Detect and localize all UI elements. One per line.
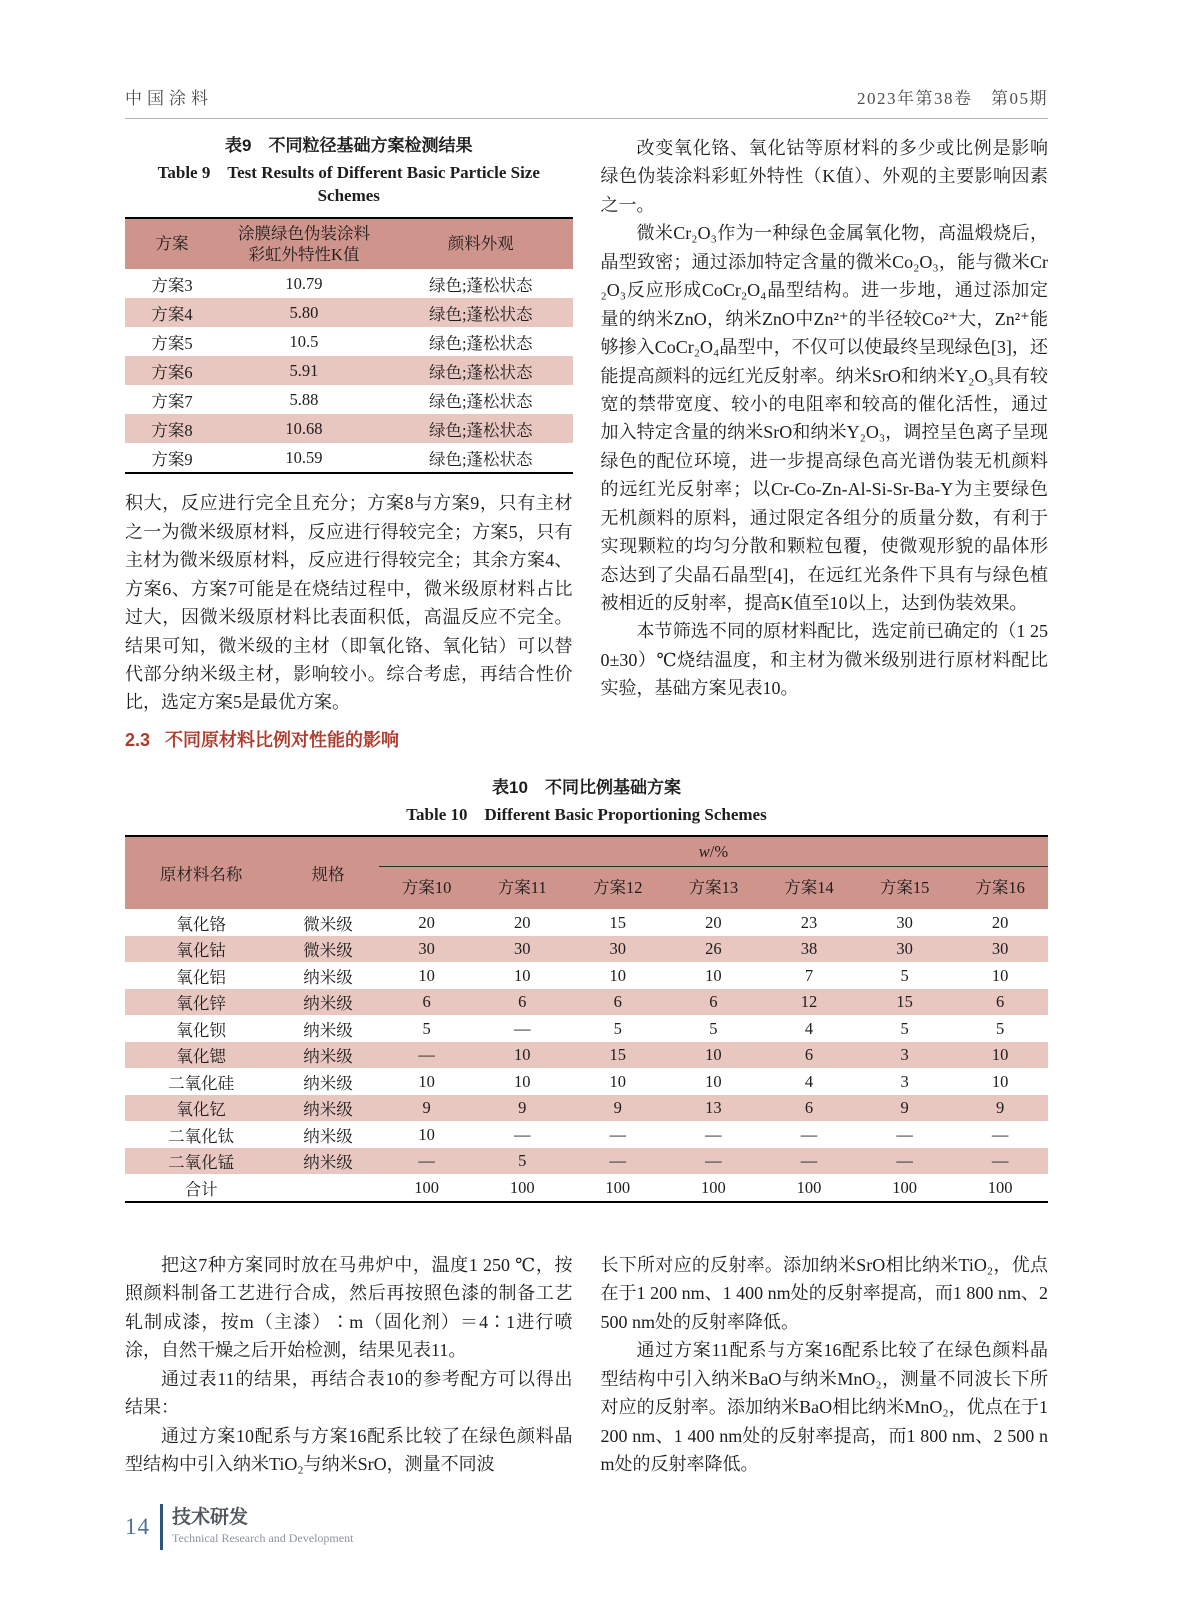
table-cell: — [705, 1151, 722, 1171]
table-cell: 20 [991, 912, 1009, 932]
table-cell: 绿色;蓬松状态 [428, 449, 533, 469]
table-cell: 5.91 [289, 360, 319, 380]
table-cell: 6 [518, 992, 527, 1012]
table-cell: 纳米级 [303, 1073, 353, 1093]
table9-caption [125, 134, 573, 208]
wpct-symbol: w [698, 842, 710, 862]
table-cell: 6 [804, 1045, 814, 1065]
table10-col-scheme14: 方案14 [761, 867, 857, 910]
table-cell: 10 [991, 965, 1009, 985]
table-row [125, 1148, 1048, 1175]
table9-header-row [125, 218, 573, 270]
table9-caption-zh: 表9 不同粒径基础方案检测结果 [225, 136, 473, 155]
lower-right-column [601, 1251, 1049, 1479]
section-heading-2-3 [125, 726, 573, 752]
table-row [125, 989, 1048, 1016]
table-row [125, 356, 573, 385]
lower-columns [125, 1251, 1048, 1479]
table-cell: 5.80 [289, 302, 319, 322]
wpct-unit: /% [709, 842, 729, 862]
table9-col-scheme: 方案 [125, 218, 219, 270]
table-cell: 10 [513, 1071, 531, 1091]
table-cell: 9 [900, 1098, 909, 1118]
upper-right-column [601, 134, 1049, 752]
table-cell: 30 [896, 939, 913, 959]
table10-section [125, 776, 1048, 1203]
table-cell: 10 [705, 1071, 722, 1091]
section-title: 不同原材料比例对性能的影响 [165, 729, 400, 750]
table-cell: 15 [896, 992, 913, 1012]
table-cell: 绿色;蓬松状态 [428, 420, 533, 440]
table-cell: 4 [804, 1071, 814, 1091]
table9-col-appearance: 颜料外观 [389, 218, 572, 270]
table-cell: — [418, 1151, 435, 1171]
table-cell: 15 [609, 1045, 627, 1065]
table-cell: 氧化锌 [176, 994, 226, 1014]
table-cell: 绿色;蓬松状态 [428, 304, 533, 324]
table-cell: 氧化钴 [176, 941, 226, 961]
table-cell: 二氧化钛 [168, 1126, 235, 1146]
table-cell: 合计 [184, 1179, 218, 1199]
table-cell: 氧化锶 [176, 1047, 226, 1067]
table-cell: 26 [705, 939, 722, 959]
table-row [125, 909, 1048, 936]
table-cell: 纳米级 [303, 994, 353, 1014]
table-cell: 20 [513, 912, 531, 932]
table-cell: 10.5 [289, 331, 319, 351]
table10-header-row-1 [125, 836, 1048, 867]
table-cell: — [609, 1124, 627, 1144]
table-cell: 二氧化硅 [168, 1073, 235, 1093]
table-cell: 微米级 [303, 941, 353, 961]
table-cell: 氧化铬 [176, 914, 226, 934]
footer-divider-bar [160, 1504, 163, 1550]
table9-caption-en: Table 9 Test Results of Different Basic Particle Size Schemes [157, 162, 540, 205]
table-row [125, 385, 573, 414]
table-cell: — [991, 1124, 1009, 1144]
table-cell: 23 [800, 912, 818, 932]
table-cell: 100 [987, 1177, 1013, 1197]
table-cell: — [896, 1124, 913, 1144]
table-cell: 微米级 [303, 914, 353, 934]
table-cell: 3 [900, 1045, 909, 1065]
table-cell: — [513, 1124, 531, 1144]
issue-info: 2023年第38卷 第05期 [857, 89, 1048, 108]
table10 [125, 835, 1048, 1203]
table-cell: 38 [800, 939, 818, 959]
table10-col-scheme16: 方案16 [952, 867, 1048, 910]
table-cell: 方案7 [151, 391, 193, 411]
table-cell: 绿色;蓬松状态 [428, 362, 533, 382]
table10-col-wpct [379, 836, 1048, 867]
table-cell: 纳米级 [303, 967, 353, 987]
table-cell: 6 [996, 992, 1005, 1012]
table-cell: 5 [709, 1018, 718, 1038]
table-row [125, 1068, 1048, 1095]
table-cell: 氧化铝 [176, 967, 226, 987]
table-cell: 10.79 [285, 273, 323, 293]
right-paragraph-2: 微米Cr₂O₃作为一种绿色金属氧化物，高温煅烧后，晶型致密；通过添加特定含量的微米Co₂O₃，能与微米Cr₂O₃反应形成CoCr₂O₄晶型结构。进一步地，通过添加定量的纳米ZnO，纳米ZnO中Zn²⁺的半径较Co²⁺大，Zn²⁺能够掺入CoCr₂O₄晶型中，不仅可以使最终呈现绿色[3]，还能提高颜料的远红光反射率。纳米SrO和纳米Y₂O₃具有较宽的禁带宽度、较小的电阻率和较高的催化活性，通过加入特定含量的纳米SrO和纳米Y₂O₃，调控呈色离子呈现绿色的配位环境，进一步提高绿色高光谱伪装无机颜料的远红光反射率；以Cr-Co-Zn-Al-Si-Sr-Ba-Y为主要绿色无机颜料的原料，通过限定各组分的质量分数，有利于实现颗粒的均匀分散和颗粒包覆，使微观形貌的晶体形态达到了尖晶石晶型[4]，在远红光条件下具有与绿色植被相近的反射率，提高K值至10以上，达到伪装效果。 [600, 223, 1048, 613]
table-cell: 10 [991, 1071, 1009, 1091]
right-paragraph-1: 改变氧化铬、氧化钴等原材料的多少或比例是影响绿色伪装涂料彩虹外特性（K值）、外观的主要影响因素之一。 [600, 138, 1048, 215]
table-cell: 5 [900, 965, 909, 985]
table9-col-kvalue-line1: 涂膜绿色伪装涂料 [237, 223, 370, 243]
table-cell: 30 [513, 939, 531, 959]
table-cell: 6 [613, 992, 622, 1012]
table9 [125, 217, 573, 475]
table-cell: 10 [418, 1071, 435, 1091]
table-cell: 10 [991, 1045, 1009, 1065]
table-row [125, 936, 1048, 963]
table-cell: 二氧化锰 [168, 1153, 235, 1173]
table-cell: 20 [418, 912, 435, 932]
table-cell: 5 [422, 1018, 431, 1038]
table-cell: 10 [705, 965, 722, 985]
table-cell: — [418, 1045, 435, 1065]
table9-col-kvalue [219, 218, 389, 270]
table10-col-scheme12: 方案12 [570, 867, 666, 910]
table-cell: 100 [796, 1177, 822, 1197]
bottom-left-paragraph-3: 通过方案10配系与方案16配系比较了在绿色颜料晶型结构中引入纳米TiO₂与纳米SrO，测量不同波 [125, 1425, 573, 1475]
table-cell: 10.68 [285, 418, 323, 438]
table10-caption [125, 776, 1048, 827]
table-row [125, 962, 1048, 989]
table-cell: 30 [991, 939, 1009, 959]
bottom-left-paragraph-2: 通过表11的结果，再结合表10的参考配方可以得出结果： [125, 1368, 573, 1418]
table-cell: 100 [701, 1177, 726, 1197]
table-row [125, 1095, 1048, 1122]
table-cell: 4 [804, 1018, 814, 1038]
bottom-left-paragraph-1: 把这7种方案同时放在马弗炉中，温度1 250 ℃，按照颜料制备工艺进行合成，然后再按照色漆的制备工艺轧制成漆，按m（主漆）∶m（固化剂）＝4∶1进行喷涂，自然干燥之后开始检测，结果见表11。 [125, 1254, 573, 1361]
table-row [125, 1015, 1048, 1042]
table-row [125, 1042, 1048, 1069]
table-cell: 9 [422, 1098, 431, 1118]
table-cell: 方案8 [151, 420, 193, 440]
table-cell: — [513, 1018, 531, 1038]
table-cell: — [800, 1124, 818, 1144]
table-cell: 3 [900, 1071, 909, 1091]
bottom-right-paragraph-2: 通过方案11配系与方案16配系比较了在绿色颜料晶型结构中引入纳米BaO与纳米MnO₂，测量不同波长下所对应的反射率。添加纳米BaO相比纳米MnO₂，优点在于1 200 nm、1 400 nm处的反射率提高，而1 800 nm、2 500 nm处的反射率降低。 [600, 1340, 1048, 1475]
footer-section-zh: 技术研发 [172, 1506, 249, 1528]
lower-left-column [125, 1251, 573, 1479]
table-row [125, 414, 573, 443]
table-cell: 10 [609, 1071, 627, 1091]
table-cell: 6 [422, 992, 431, 1012]
table10-col-scheme15: 方案15 [857, 867, 953, 910]
table10-caption-zh: 表10 不同比例基础方案 [492, 777, 681, 797]
bottom-right-paragraph-1: 长下所对应的反射率。添加纳米SrO相比纳米TiO₂，优点在于1 200 nm、1 400 nm处的反射率提高，而1 800 nm、2 500 nm处的反射率降低。 [600, 1254, 1048, 1332]
page-header [125, 84, 1048, 119]
table-cell: 6 [709, 992, 718, 1012]
table-cell: 纳米级 [303, 1020, 353, 1040]
table10-col-scheme10: 方案10 [379, 867, 475, 910]
table9-body [125, 269, 573, 473]
table-cell: 纳米级 [303, 1047, 353, 1067]
table-cell: 方案9 [151, 449, 193, 469]
footer-section-en: Technical Research and Development [172, 1531, 354, 1546]
table-cell: 纳米级 [303, 1153, 353, 1173]
table-cell: 纳米级 [303, 1100, 353, 1120]
table-cell: 绿色;蓬松状态 [428, 391, 533, 411]
footer-section-labels [172, 1508, 353, 1547]
table-cell: 方案6 [151, 362, 193, 382]
right-paragraph-3: 本节筛选不同的原材料配比，选定前已确定的（1 250±30）℃烧结温度，和主材为微米级别进行原材料配比实验，基础方案见表10。 [600, 621, 1048, 699]
table-row [125, 327, 573, 356]
table-cell: 5 [900, 1018, 909, 1038]
table-cell: 纳米级 [303, 1126, 353, 1146]
table-cell: 7 [804, 965, 814, 985]
table10-col-material: 原材料名称 [125, 836, 277, 909]
table-cell: 氧化钡 [176, 1020, 226, 1040]
table-row [125, 269, 573, 298]
table9-col-kvalue-line2: 彩虹外特性K值 [248, 244, 360, 264]
upper-left-column [125, 134, 573, 752]
table-cell: 10.59 [285, 447, 323, 467]
table-cell: 9 [613, 1098, 622, 1118]
table10-col-scheme13: 方案13 [666, 867, 762, 910]
table-cell: 30 [418, 939, 435, 959]
table10-col-spec: 规格 [277, 836, 379, 909]
table-cell: — [609, 1151, 627, 1171]
table-row [125, 443, 573, 473]
table-cell: 氧化钇 [176, 1100, 226, 1120]
table-cell: 方案3 [151, 275, 193, 295]
table-cell: 10 [418, 1124, 435, 1144]
table-cell: 10 [705, 1045, 722, 1065]
table-cell: 5 [996, 1018, 1005, 1038]
table-cell [277, 1174, 379, 1202]
table-row [125, 298, 573, 327]
table-cell: 绿色;蓬松状态 [428, 275, 533, 295]
table-cell: 绿色;蓬松状态 [428, 333, 533, 353]
table10-col-scheme11: 方案11 [474, 867, 570, 910]
table-cell: 10 [513, 1045, 531, 1065]
table-cell: 100 [605, 1177, 631, 1197]
table-cell: 5 [518, 1151, 527, 1171]
table-cell: 30 [896, 912, 913, 932]
table-cell: 6 [804, 1098, 814, 1118]
table-cell: 13 [705, 1098, 722, 1118]
table-row [125, 1121, 1048, 1148]
table-cell: 5 [613, 1018, 622, 1038]
upper-columns [125, 134, 1048, 752]
table-cell: 方案5 [151, 333, 193, 353]
table-cell: 100 [414, 1177, 439, 1197]
table10-caption-en: Table 10 Different Basic Proportioning Schemes [406, 804, 767, 824]
table-cell: — [991, 1151, 1009, 1171]
table-cell: 15 [609, 912, 627, 932]
page-footer [125, 1504, 353, 1550]
table-cell: 5.88 [289, 389, 319, 409]
table-cell: — [800, 1151, 818, 1171]
section-number: 2.3 [125, 729, 151, 750]
table-cell: 30 [609, 939, 627, 959]
table-cell: 20 [705, 912, 722, 932]
page-number: 14 [125, 1514, 150, 1539]
table-cell: — [896, 1151, 913, 1171]
table-cell: 100 [509, 1177, 535, 1197]
table-cell: 9 [518, 1098, 527, 1118]
table-row [125, 1174, 1048, 1202]
table-cell: 10 [418, 965, 435, 985]
table-cell: 10 [609, 965, 627, 985]
table-cell: 100 [892, 1177, 917, 1197]
table-cell: 9 [996, 1098, 1005, 1118]
table-cell: 10 [513, 965, 531, 985]
table-cell: 方案4 [151, 304, 193, 324]
table-cell: — [705, 1124, 722, 1144]
table-cell: 12 [800, 992, 818, 1012]
table10-body [125, 909, 1048, 1202]
journal-name: 中国涂料 [125, 89, 213, 108]
left-paragraph-continuation: 积大，反应进行完全且充分；方案8与方案9，只有主材之一为微米级原材料，反应进行得较完全；方案5，只有主材为微米级原材料，反应进行得较完全；其余方案4、方案6、方案7可能是在烧结过程中，微米级原材料占比过大，因微米级原材料比表面积低，高温反应不完全。结果可知，微米级的主材（即氧化铬、氧化钴）可以替代部分纳米级主材，影响较小。综合考虑，再结合性价比，选定方案5是最优方案。 [125, 493, 573, 713]
